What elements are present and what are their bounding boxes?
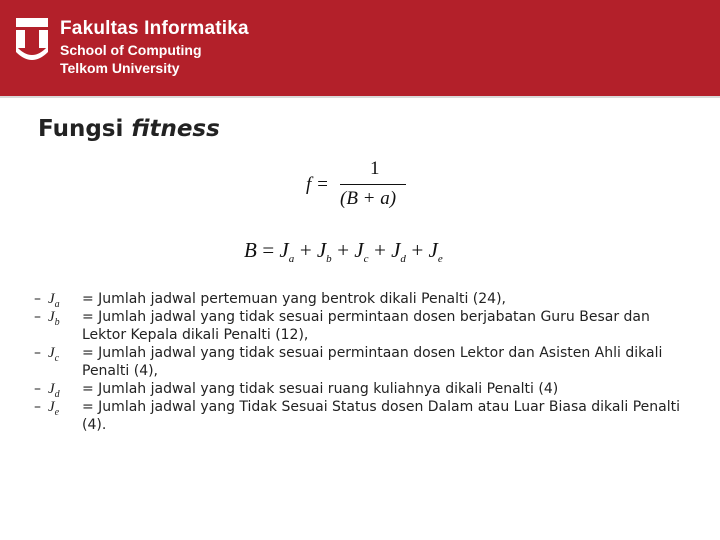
formula-numerator: 1: [370, 158, 380, 179]
telkom-university-logo-icon: [14, 16, 50, 66]
penalty-item: [34, 380, 684, 398]
penalty-variable: $J_d$: [48, 381, 60, 400]
institution-name: [60, 18, 249, 77]
penalty-item: [34, 398, 684, 434]
slide-title-main: Fungsi: [38, 116, 132, 142]
penalty-list: [34, 290, 684, 434]
bullet-dash: –: [34, 381, 41, 397]
penalty-description: = Jumlah jadwal yang tidak sesuai ruang kuliahnya dikali Penalti (4): [82, 381, 559, 397]
penalty-item: [34, 308, 684, 344]
penalty-variable: $J_e$: [48, 399, 60, 418]
formula-lhs: f =: [306, 174, 329, 195]
penalty-sum-text: $B = J_a + J_b + J_c + J_d + J_e$: [244, 238, 443, 266]
university-name: Telkom University: [60, 60, 180, 76]
penalty-variable: $J_b$: [48, 309, 60, 328]
slide-title: [38, 116, 220, 142]
fitness-formula: [306, 158, 416, 218]
penalty-variable: $J_a$: [48, 291, 60, 310]
formula-denominator: (B + a): [340, 188, 397, 209]
bullet-dash: –: [34, 309, 41, 325]
penalty-item: [34, 290, 684, 308]
school-name: School of Computing: [60, 42, 202, 58]
penalty-description: = Jumlah jadwal yang tidak sesuai permintaan dosen Lektor dan Asisten Ahli dikali Penalti (4),: [82, 345, 663, 379]
penalty-item: [34, 344, 684, 380]
bullet-dash: –: [34, 345, 41, 361]
slide-title-italic: fitness: [131, 116, 220, 142]
header-banner: [0, 0, 720, 96]
faculty-name: Fakultas Informatika: [60, 18, 249, 39]
penalty-description: = Jumlah jadwal yang tidak sesuai permintaan dosen berjabatan Guru Besar dan Lektor Kepala dikali Penalti (12),: [82, 309, 650, 343]
header-divider: [0, 96, 720, 98]
bullet-dash: –: [34, 291, 41, 307]
penalty-variable: $J_c$: [48, 345, 60, 364]
fraction-bar: [340, 184, 406, 185]
bullet-dash: –: [34, 399, 41, 415]
penalty-sum-formula: [244, 238, 443, 265]
penalty-description: = Jumlah jadwal yang Tidak Sesuai Status dosen Dalam atau Luar Biasa dikali Penalti (4).: [82, 399, 680, 433]
penalty-description: = Jumlah jadwal pertemuan yang bentrok dikali Penalti (24),: [82, 291, 506, 307]
